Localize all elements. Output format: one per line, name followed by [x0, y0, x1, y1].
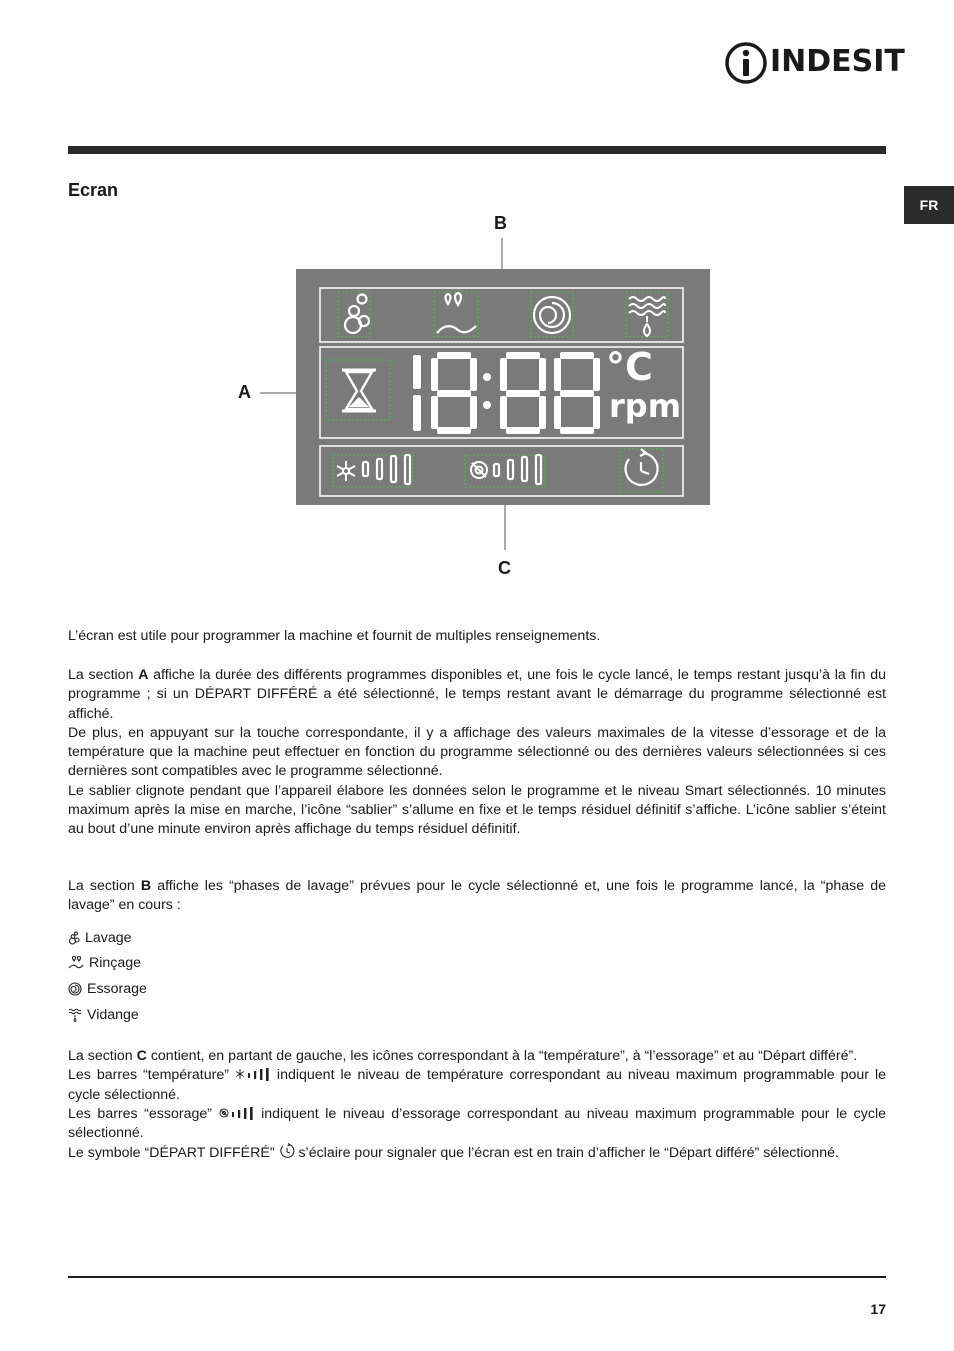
rinse-icon — [68, 956, 84, 970]
display-diagram — [236, 205, 756, 590]
footer-rule — [68, 1276, 886, 1278]
phase-label: Vidange — [87, 1006, 139, 1023]
list-item — [68, 951, 368, 977]
section-title: Ecran — [68, 180, 119, 200]
indesit-logo-icon — [724, 40, 768, 86]
section-c-description: La section C contient, en partant de gauche, les icônes correspondant à la “température”, à “l’essorage” et au “Départ différé”. Les barres “température” indiquent le niveau de température correspondant au niveau maximum programmable pour le cycle sélectionné. Les barres “essorage” indiquent le niveau d’essorage correspondant au niveau maximum programmable pour le cycle sélectionné. Le symbole “DÉPART DIFFÉRÉ” s’éclaire pour signaler que l’écran est en train d’afficher le “Départ différé” sélectionné. — [68, 1048, 886, 1162]
spin-bars-icon — [219, 1106, 255, 1120]
intro-paragraph: L’écran est utile pour programmer la machine et fournit de multiples renseignements. — [68, 628, 601, 644]
phase-label: Lavage — [85, 929, 132, 946]
language-tab: FR — [904, 186, 954, 224]
section-a-description: La section A affiche la durée des différents programmes disponibles et, une fois le cycle lancé, le temps restant jusqu’à la fin du programme ; si un DÉPART DIFFÉRÉ a été sélectionné, le temps restant avant le démarrage du programme sélectionné est affiché. De plus, en appuyant sur la touche correspondante, il y a affichage des valeurs maximales de la vitesse d’essorage et de la température que la machine peut effectuer en fonction du programme sélectionné ou des dernières valeurs sélectionnées si ces dernières sont compatibles avec le programme sélectionné. Le sablier clignote pendant que l’appareil élabore les données selon le programme et le niveau Smart sélectionnés. 10 minutes maximum après la mise en marche, l’icône “sablier” s’allume en fixe et le temps résiduel définitif s’affiche. L’icône sablier s’éteint au bout d’une minute environ après affichage du temps résiduel définitif. — [68, 667, 886, 838]
unit-rpm: rpm — [609, 387, 682, 425]
phase-label: Essorage — [87, 980, 147, 997]
header-rule — [68, 146, 886, 154]
page-number: 17 — [870, 1301, 886, 1317]
section-b-description: La section B affiche les “phases de lavage” prévues pour le cycle sélectionné et, une fois le programme lancé, la “phase de lavage” en cours : — [68, 878, 886, 914]
drain-icon — [68, 1008, 82, 1022]
spin-icon — [68, 982, 82, 996]
label-c: C — [498, 558, 511, 578]
wash-icon — [68, 931, 80, 945]
temperature-bars-icon — [235, 1067, 271, 1081]
label-b: B — [494, 213, 507, 233]
list-item — [68, 925, 368, 951]
brand-name: INDESIT — [770, 44, 905, 79]
indesit-logo — [724, 40, 905, 86]
list-item — [68, 976, 368, 1002]
label-a: A — [238, 382, 251, 402]
list-item — [68, 1002, 368, 1028]
unit-celsius: °C — [606, 345, 653, 389]
phase-label: Rinçage — [89, 955, 142, 972]
delay-start-icon — [279, 1143, 295, 1159]
phase-list — [68, 925, 368, 1027]
